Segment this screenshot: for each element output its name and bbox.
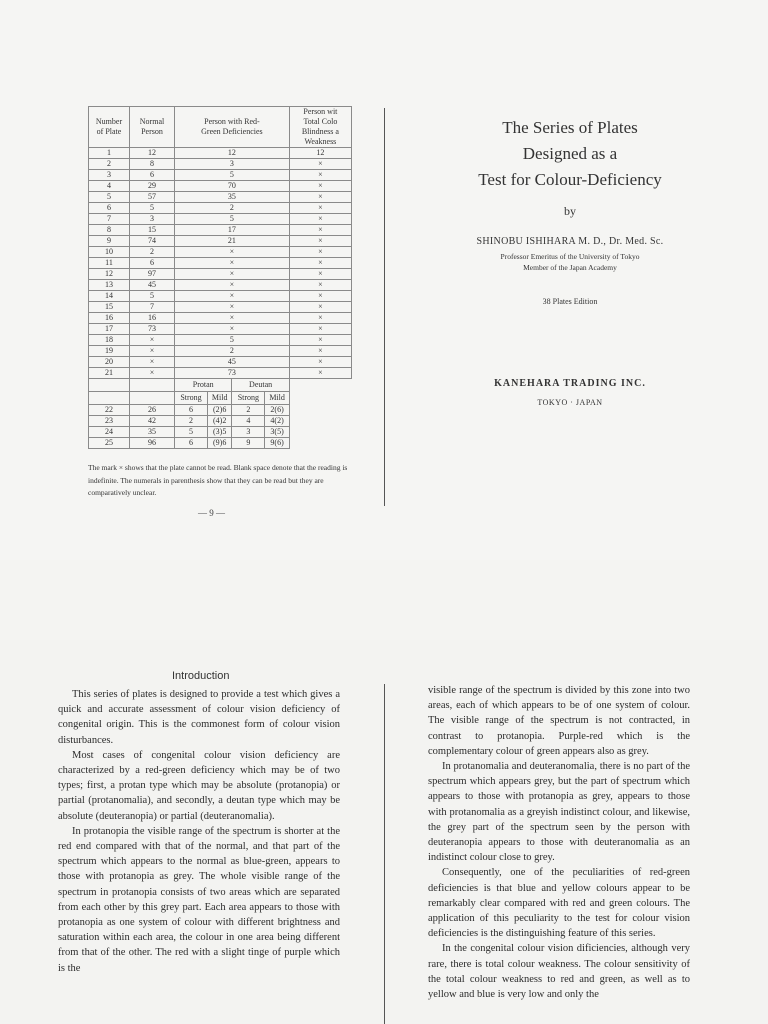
normal-person-cell: 8 xyxy=(130,159,175,170)
table-row xyxy=(89,335,352,346)
col-normal-header: Normal Person xyxy=(130,107,175,148)
table-row xyxy=(89,291,352,302)
table-row xyxy=(89,269,352,280)
total-weakness-cell: × xyxy=(289,225,351,236)
table-row xyxy=(89,181,352,192)
normal-person-cell: 6 xyxy=(130,170,175,181)
title-line-1: The Series of Plates xyxy=(502,118,638,137)
table-row xyxy=(89,313,352,324)
normal-person-cell: 35 xyxy=(130,427,175,438)
protan-strong-cell: 6 xyxy=(175,438,208,449)
table-row xyxy=(89,438,352,449)
deutan-header: Deutan xyxy=(232,379,289,392)
paragraph: visible range of the spectrum is divided by this zone into two areas, each of which appears to be of one system of colour. The visible range of the spectrum is not contracted, in contrast to protanopia. Purple-red which is the complementary colour of green appears also as grey. xyxy=(428,685,690,757)
plate-number-cell: 20 xyxy=(89,357,130,368)
col-number-header: Number of Plate xyxy=(89,107,130,148)
total-weakness-cell: × xyxy=(289,181,351,192)
plate-number-cell: 3 xyxy=(89,170,130,181)
plate-number-cell: 17 xyxy=(89,324,130,335)
normal-person-cell: × xyxy=(130,346,175,357)
protan-mild-cell: (4)2 xyxy=(207,416,231,427)
plate-number-cell: 25 xyxy=(89,438,130,449)
intro-left-column xyxy=(58,687,340,976)
plate-number-cell: 2 xyxy=(89,159,130,170)
normal-person-cell: 57 xyxy=(130,192,175,203)
table-row xyxy=(89,236,352,247)
blank-cell xyxy=(89,379,130,392)
plate-number-cell: 6 xyxy=(89,203,130,214)
paragraph: In protanomalia and deuteranomalia, there is no part of the spectrum which appears grey, but the part of spectrum which appears to those with protanopia as grey, appears to those with protanomalia as a greyish indistinct colour, and likewise, the grey part of the spectrum seen by the person with deuteranopia appears to those with deuteranomalia as an indistinct colour close to grey. xyxy=(428,761,690,864)
red-green-cell: 35 xyxy=(175,192,290,203)
protan-header: Protan xyxy=(175,379,232,392)
normal-person-cell: 16 xyxy=(130,313,175,324)
normal-person-cell: 2 xyxy=(130,247,175,258)
plate-number-cell: 13 xyxy=(89,280,130,291)
total-weakness-cell: × xyxy=(289,258,351,269)
plate-number-cell: 15 xyxy=(89,302,130,313)
total-weakness-cell: 12 xyxy=(289,148,351,159)
red-green-cell: × xyxy=(175,302,290,313)
title-line-3: Test for Colour-Deficiency xyxy=(478,170,662,189)
deutan-mild-cell: 3(5) xyxy=(265,427,289,438)
table-row xyxy=(89,203,352,214)
normal-person-cell: 45 xyxy=(130,280,175,291)
red-green-cell: 2 xyxy=(175,203,290,214)
red-green-cell: 73 xyxy=(175,368,290,379)
total-weakness-cell: × xyxy=(289,346,351,357)
col-redgreen-header: Person with Red- Green Deficiencies xyxy=(175,107,290,148)
total-weakness-cell: × xyxy=(289,170,351,181)
total-weakness-cell: × xyxy=(289,159,351,170)
edition-label: 38 Plates Edition xyxy=(542,297,598,306)
normal-person-cell: 5 xyxy=(130,203,175,214)
protan-strong-cell: 5 xyxy=(175,427,208,438)
table-row xyxy=(89,258,352,269)
plate-number-cell: 23 xyxy=(89,416,130,427)
normal-person-cell: 5 xyxy=(130,291,175,302)
table-row xyxy=(89,302,352,313)
plate-number-cell: 14 xyxy=(89,291,130,302)
plate-number-cell: 18 xyxy=(89,335,130,346)
red-green-cell: 45 xyxy=(175,357,290,368)
page-divider xyxy=(384,108,385,506)
red-green-cell: × xyxy=(175,280,290,291)
total-weakness-cell: × xyxy=(289,280,351,291)
deutan-strong-cell: 2 xyxy=(232,405,265,416)
total-weakness-cell: × xyxy=(289,236,351,247)
table-row xyxy=(89,416,352,427)
publisher-city: TOKYO · JAPAN xyxy=(537,398,603,407)
col-total-header: Person wit Total Colo Blindness a Weakness xyxy=(289,107,351,148)
red-green-cell: 5 xyxy=(175,214,290,225)
red-green-cell: × xyxy=(175,291,290,302)
paragraph: Consequently, one of the peculiarities of red-green deficiencies is that blue and yellow colours appear to be remarkably clear compared with red and green colours. The application of this peculiarity to the test for colour vision deficiencies is the distinguishing feature of this series. xyxy=(428,867,690,940)
author-affiliation-1: Professor Emeritus of the University of Tokyo xyxy=(500,252,640,261)
normal-person-cell: 74 xyxy=(130,236,175,247)
table-row xyxy=(89,170,352,181)
plate-number-cell: 12 xyxy=(89,269,130,280)
total-weakness-cell: × xyxy=(289,291,351,302)
intro-right-column xyxy=(428,683,690,1002)
normal-person-cell: 42 xyxy=(130,416,175,427)
plate-number-cell: 19 xyxy=(89,346,130,357)
page-number: — 9 — xyxy=(198,508,225,518)
table-row xyxy=(89,368,352,379)
paragraph: This series of plates is designed to provide a test which gives a quick and accurate assessment of colour vision deficiency of congenital origin. This is the commonest form of colour vision disturbances. xyxy=(58,689,340,746)
total-weakness-cell: × xyxy=(289,269,351,280)
protan-mild-cell: (3)5 xyxy=(207,427,231,438)
table-row xyxy=(89,346,352,357)
normal-person-cell: × xyxy=(130,357,175,368)
deutan-strong-header: Strong xyxy=(232,392,265,405)
blank-cell xyxy=(89,392,130,405)
table-row xyxy=(89,324,352,335)
plate-number-cell: 4 xyxy=(89,181,130,192)
by-label: by xyxy=(564,204,576,218)
table-row xyxy=(89,148,352,159)
page-divider-lower xyxy=(384,684,385,1024)
red-green-cell: 12 xyxy=(175,148,290,159)
normal-person-cell: 7 xyxy=(130,302,175,313)
table-row xyxy=(89,280,352,291)
normal-person-cell: 6 xyxy=(130,258,175,269)
normal-person-cell: × xyxy=(130,368,175,379)
red-green-cell: × xyxy=(175,313,290,324)
total-weakness-cell: × xyxy=(289,203,351,214)
deutan-mild-header: Mild xyxy=(265,392,289,405)
red-green-cell: 70 xyxy=(175,181,290,192)
deutan-mild-cell: 9(6) xyxy=(265,438,289,449)
plate-number-cell: 1 xyxy=(89,148,130,159)
plate-number-cell: 11 xyxy=(89,258,130,269)
normal-person-cell: 97 xyxy=(130,269,175,280)
plate-number-cell: 22 xyxy=(89,405,130,416)
total-weakness-cell: × xyxy=(289,313,351,324)
total-weakness-cell: × xyxy=(289,214,351,225)
paragraph: Most cases of congenital colour vision deficiency are characterized by a red-green deficiency which may be of two types; first, a protan type which may be absolute (protanopia) or partial (protanomalia), and secondly, a deutan type which may be absolute (deuteranopia) or partial (deuteranomalia). xyxy=(58,749,340,822)
paragraph: In the congenital colour vision dificiencies, although very rare, there is total colour weakness. The colour sensitivity of the total colour weakness to red and green, as well as to yellow and blue is very low and only the xyxy=(428,943,690,1001)
normal-person-cell: 12 xyxy=(130,148,175,159)
title-line-2: Designed as a xyxy=(522,144,618,163)
plate-number-cell: 16 xyxy=(89,313,130,324)
normal-person-cell: × xyxy=(130,335,175,346)
deutan-mild-cell: 4(2) xyxy=(265,416,289,427)
total-weakness-cell: × xyxy=(289,324,351,335)
table-row xyxy=(89,192,352,203)
protan-strong-header: Strong xyxy=(175,392,208,405)
table-row xyxy=(89,247,352,258)
paragraph: In protanopia the visible range of the spectrum is shorter at the red end compared with that of the normal, and that part of the spectrum which appears to the normal as blue-green, appears to those with protanopia as grey. The whole visible range of the spectrum in protanopia consists of two areas which are separated from each other by this grey part. Each area appears to those with protanopia as one system of colour with different brightness and saturation within each area, the colour in one area being different from that of the other. The red with a slight tinge of purple which is the xyxy=(58,825,340,974)
total-weakness-cell: × xyxy=(289,302,351,313)
red-green-cell: 3 xyxy=(175,159,290,170)
red-green-cell: 21 xyxy=(175,236,290,247)
table-row xyxy=(89,214,352,225)
normal-person-cell: 73 xyxy=(130,324,175,335)
author-name: SHINOBU ISHIHARA M. D., Dr. Med. Sc. xyxy=(476,236,664,247)
plates-table xyxy=(88,106,352,449)
deutan-strong-cell: 4 xyxy=(232,416,265,427)
deutan-mild-cell: 2(6) xyxy=(265,405,289,416)
plate-number-cell: 8 xyxy=(89,225,130,236)
introduction-heading: Introduction xyxy=(172,670,230,682)
plate-number-cell: 24 xyxy=(89,427,130,438)
plate-number-cell: 9 xyxy=(89,236,130,247)
author-affiliation-2: Member of the Japan Academy xyxy=(523,263,617,272)
table-row xyxy=(89,357,352,368)
normal-person-cell: 96 xyxy=(130,438,175,449)
total-weakness-cell: × xyxy=(289,192,351,203)
protan-mild-header: Mild xyxy=(207,392,231,405)
normal-person-cell: 3 xyxy=(130,214,175,225)
red-green-cell: × xyxy=(175,269,290,280)
red-green-cell: 5 xyxy=(175,170,290,181)
red-green-cell: × xyxy=(175,258,290,269)
blank-cell xyxy=(130,379,175,392)
deutan-strong-cell: 9 xyxy=(232,438,265,449)
protan-mild-cell: (9)6 xyxy=(207,438,231,449)
protan-strong-cell: 2 xyxy=(175,416,208,427)
table-row xyxy=(89,159,352,170)
table-note: The mark × shows that the plate cannot be read. Blank space denote that the reading is indefinite. The numerals in parenthesis show that they can be read but they are comparatively unclear. xyxy=(88,463,348,497)
red-green-cell: 17 xyxy=(175,225,290,236)
total-weakness-cell: × xyxy=(289,247,351,258)
plate-number-cell: 5 xyxy=(89,192,130,203)
total-weakness-cell: × xyxy=(289,368,351,379)
protan-mild-cell: (2)6 xyxy=(207,405,231,416)
red-green-cell: × xyxy=(175,247,290,258)
normal-person-cell: 15 xyxy=(130,225,175,236)
normal-person-cell: 26 xyxy=(130,405,175,416)
table-row xyxy=(89,427,352,438)
blank-cell xyxy=(130,392,175,405)
total-weakness-cell: × xyxy=(289,357,351,368)
plate-number-cell: 7 xyxy=(89,214,130,225)
plate-number-cell: 10 xyxy=(89,247,130,258)
deutan-strong-cell: 3 xyxy=(232,427,265,438)
table-row xyxy=(89,405,352,416)
protan-strong-cell: 6 xyxy=(175,405,208,416)
red-green-cell: 5 xyxy=(175,335,290,346)
red-green-cell: × xyxy=(175,324,290,335)
plate-number-cell: 21 xyxy=(89,368,130,379)
publisher-name: KANEHARA TRADING INC. xyxy=(494,378,646,389)
total-weakness-cell: × xyxy=(289,335,351,346)
normal-person-cell: 29 xyxy=(130,181,175,192)
table-row xyxy=(89,225,352,236)
red-green-cell: 2 xyxy=(175,346,290,357)
